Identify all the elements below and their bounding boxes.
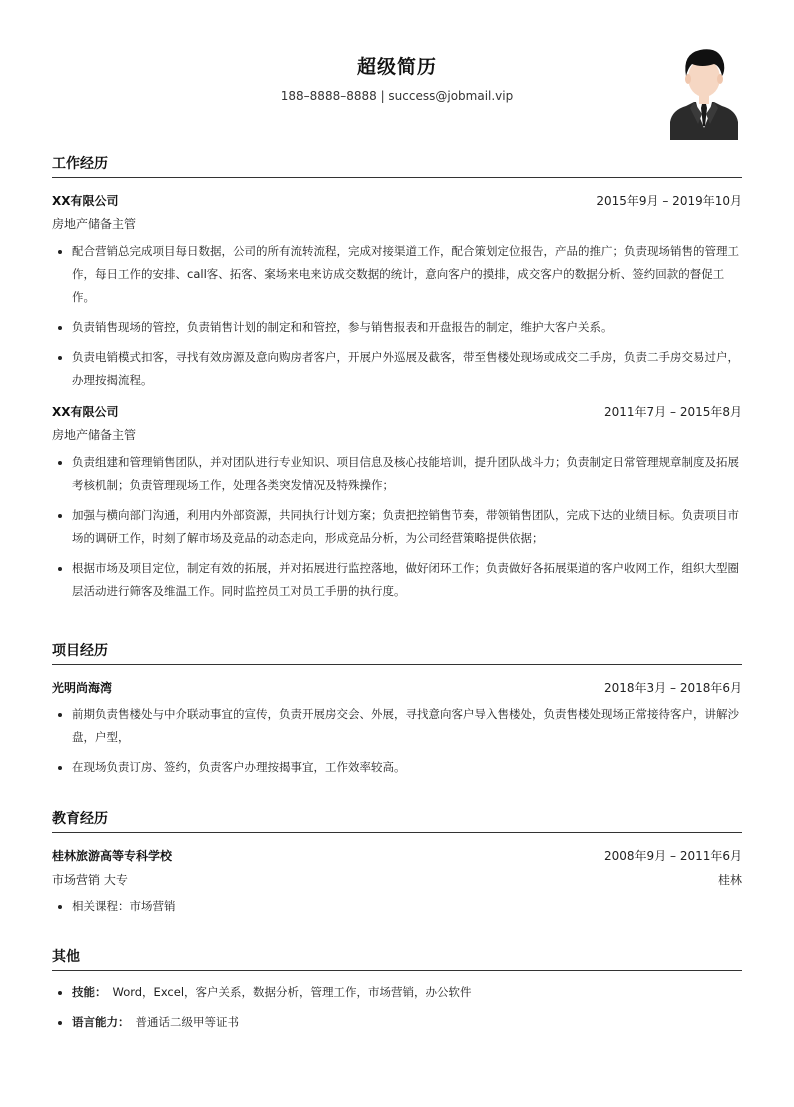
work-section (52, 153, 742, 610)
project-name: 光明尚海湾 (52, 680, 113, 695)
resume-header (52, 0, 742, 150)
section-title: 工作经历 (52, 153, 742, 178)
work-entry (52, 188, 742, 392)
education-section (52, 808, 742, 925)
project-entry (52, 675, 742, 779)
other-section (52, 946, 742, 1041)
list-item: • 相关课程：市场营销 (72, 895, 742, 918)
bullet-list (52, 240, 742, 392)
work-entry (52, 399, 742, 603)
section-title: 教育经历 (52, 808, 742, 833)
company-name: XX有限公司 (52, 193, 119, 208)
list-item: • 加强与横向部门沟通，利用内外部资源，共同执行计划方案；负责把控销售节奏，带领销售团队，完成下达的业绩目标。负责项目市场的调研工作，时刻了解市场及竞品的动态走向，形成竞品分析，为公司经营策略提供依据； (72, 504, 742, 550)
item-label: 技能： (72, 985, 107, 999)
candidate-name: 超级简历 (356, 56, 437, 78)
date-range: 2015年9月 – 2019年10月 (596, 193, 742, 208)
section-title: 项目经历 (52, 640, 742, 665)
job-title: 房地产储备主管 (52, 428, 137, 442)
company-name: XX有限公司 (52, 404, 119, 419)
project-section (52, 640, 742, 786)
bullet-list (52, 451, 742, 603)
list-item (72, 981, 742, 1003)
major-degree: 市场营销 大专 (52, 872, 128, 887)
bullet-list (52, 981, 742, 1033)
date-range: 2018年3月 – 2018年6月 (604, 680, 742, 695)
section-title: 其他 (52, 946, 742, 971)
date-range: 2008年9月 – 2011年6月 (604, 848, 742, 863)
date-range: 2011年7月 – 2015年8月 (604, 404, 742, 419)
school-name: 桂林旅游高等专科学校 (52, 848, 173, 863)
resume-page (52, 0, 742, 1029)
list-item: • 配合营销总完成项目每日数据，公司的所有流转流程，完成对接渠道工作，配合策划定位报告，产品的推广；负责现场销售的管理工作，每日工作的安排、call客、拓客、案场来电来访成交数据的统计，意向客户的摸排，成交客户的数据分析、签约回款的督促工作。 (72, 240, 742, 309)
list-item: • 前期负责售楼处与中介联动事宜的宣传，负责开展房交会、外展，寻找意向客户导入售楼处，负责售楼处现场正常接待客户，讲解沙盘，户型， (72, 703, 742, 749)
contact-info: 188–8888–8888 | success@jobmail.vip (280, 89, 514, 103)
bullet-list (52, 895, 742, 918)
job-title: 房地产储备主管 (52, 217, 137, 231)
bullet-list (52, 703, 742, 779)
education-entry (52, 843, 742, 918)
list-item (72, 1011, 742, 1033)
list-item: • 负责组建和管理销售团队，并对团队进行专业知识、项目信息及核心技能培训，提升团队战斗力；负责制定日常管理规章制度及拓展考核机制；负责管理现场工作，处理各类突发情况及特殊操作； (72, 451, 742, 497)
location: 桂林 (717, 872, 742, 887)
list-item: • 负责销售现场的管控，负责销售计划的制定和和管控，参与销售报表和开盘报告的制定，维护大客户关系。 (72, 316, 742, 339)
list-item: • 在现场负责订房、签约，负责客户办理按揭事宜，工作效率较高。 (72, 756, 742, 779)
list-item: • 根据市场及项目定位，制定有效的拓展，并对拓展进行监控落地，做好闭环工作；负责做好各拓展渠道的客户收网工作，组织大型圈层活动进行筛客及维温工作。同时监控员工对员工手册的执行度。 (72, 557, 742, 603)
avatar-icon (668, 44, 740, 140)
list-item: • 负责电销模式扣客，寻找有效房源及意向购房者客户，开展户外巡展及截客，带至售楼处现场或成交二手房，负责二手房交易过户，办理按揭流程。 (72, 346, 742, 392)
item-value: Word，Excel，客户关系，数据分析，管理工作，市场营销，办公软件 (112, 985, 472, 999)
item-label: 语言能力： (72, 1015, 130, 1029)
item-value: 普通话二级甲等证书 (135, 1015, 239, 1029)
